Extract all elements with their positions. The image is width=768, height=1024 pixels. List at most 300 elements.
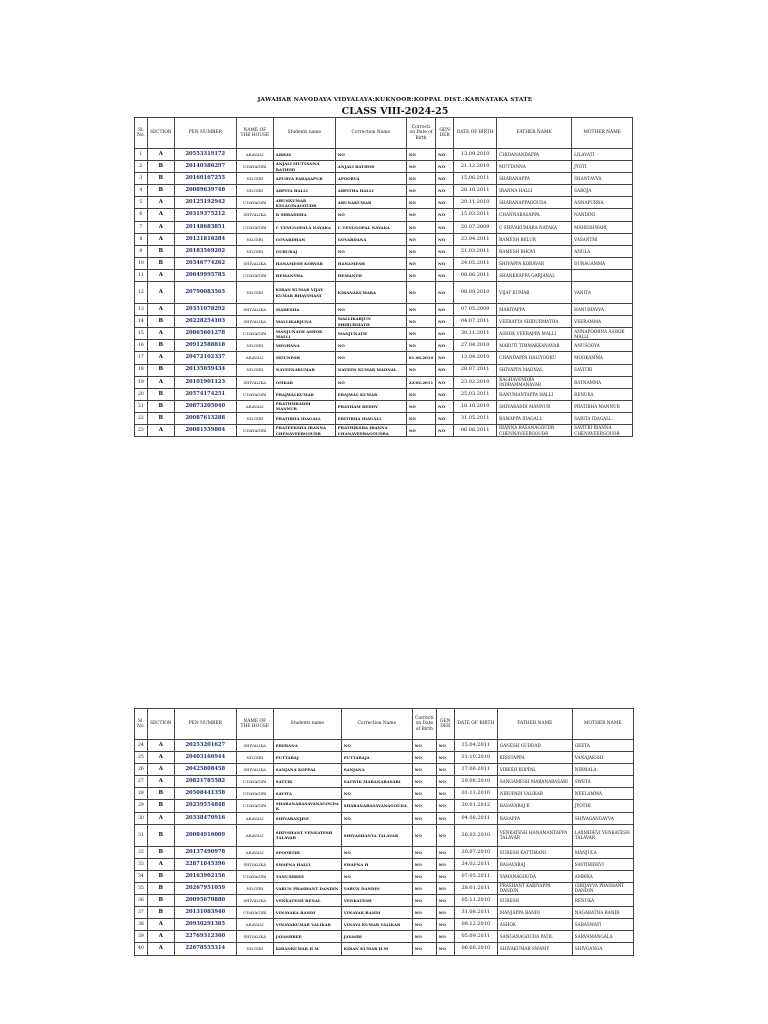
gender-cell: NO [436,209,454,221]
correction-name-cell: NO [335,304,406,316]
house-cell: UDAYAGIRI [236,197,273,209]
gender-cell: NO [436,740,454,752]
sl-no-cell: 4 [135,185,148,197]
table-row [135,282,633,304]
gender-cell: NO [436,233,454,245]
sl-no-cell: 6 [135,209,148,221]
correction-dob-cell: NO [406,282,435,304]
pen-number-cell: 20574174251 [174,388,236,400]
section-cell: B [147,895,174,907]
table-row [135,233,633,245]
date-of-birth-cell: 05.09.2011 [454,931,497,943]
header-correction-dob: Correcti on Date of Birth [406,118,435,149]
gender-cell: NO [436,846,454,858]
pen-number-cell: 20403166944 [174,752,236,764]
table-row [135,209,633,221]
mother-name-cell: ANULA [572,245,633,257]
correction-dob-cell: NO [412,846,436,858]
mother-name-cell: MOOKAMMA [572,352,633,364]
pen-number-cell: 20239554848 [174,800,236,812]
student-name-cell: KIRAN KUMAR VIJAY KUMAR BHAVIMANI [273,282,335,304]
student-name-cell: ARUNKUMAR KELAGINAGOUDR [273,197,335,209]
correction-name-cell: SANJANA [341,764,412,776]
date-of-birth-cell: 13.09.2010 [454,149,497,161]
gender-cell: NO [436,376,454,388]
father-name-cell: BASAVARAJ [497,858,572,870]
table-body-page-2 [135,740,634,956]
mother-name-cell: ANNAPOORNA ASHOK MALLI [572,328,633,340]
father-name-cell: BASAPPA [497,812,572,824]
date-of-birth-cell: 15.04.2011 [454,740,497,752]
student-name-cell: HANAMESH KORVAR [273,257,335,269]
gender-cell: NO [436,400,454,412]
student-name-cell: VINAYAKUMAR VALIKAR [273,919,341,931]
correction-name-cell: ARUNAKUMAR [335,197,406,209]
table-row [135,400,633,412]
table-row [135,245,633,257]
correction-name-cell: VINAYA KUMAR VALIKAR [341,919,412,931]
student-name-cell: MALLIKARJUNA [273,316,335,328]
student-name-cell: PRAJWALKUMAR [273,388,335,400]
mother-name-cell: PRATIBHA MANNUR [572,400,633,412]
date-of-birth-cell: 29.08.2010 [454,776,497,788]
house-cell: UDAYAGIRI [236,221,273,233]
date-of-birth-cell: 07.05.2011 [454,870,497,882]
mother-name-cell: VEERAMMA [572,316,633,328]
correction-dob-cell: NO [412,895,436,907]
mother-name-cell: SHIVAGANGAVVA [572,812,633,824]
table-row [135,764,634,776]
table-row [135,316,633,328]
mother-name-cell: ANUSOOYA [572,340,633,352]
correction-dob-cell: NO [412,943,436,955]
header-sl-no: Sl. No. [135,118,148,149]
student-name-cell: SATVIK [273,776,341,788]
correction-name-cell: HANAMESH [335,257,406,269]
pen-number-cell: 20649995783 [174,269,236,281]
father-name-cell: C SHIVAKUMARA NAYAKA [497,221,572,233]
house-cell: NILGIRI [236,943,273,955]
father-name-cell: MARIYAPPA [497,304,572,316]
correction-dob-cell: NO [406,185,435,197]
house-cell: NILGIRI [236,282,273,304]
sl-no-cell: 18 [135,364,148,376]
date-of-birth-cell: 30.01.2012 [454,800,497,812]
student-table-page-2 [134,708,634,956]
correction-dob-cell: NO [412,870,436,882]
mother-name-cell: SARITA IDAGALL [572,412,633,424]
pen-number-cell: 20253201627 [174,740,236,752]
header-section: SECTION [147,118,174,149]
date-of-birth-cell: 27.04.2010 [454,340,497,352]
sl-no-cell: 10 [135,257,148,269]
header-father-name: FATHER NAME [497,709,572,740]
gender-cell: NO [436,269,454,281]
correction-dob-cell: NO [412,919,436,931]
correction-dob-cell: NO [406,269,435,281]
table-row [135,424,633,436]
house-cell: NILGIRI [236,364,273,376]
date-of-birth-cell: 01.11.2010 [454,788,497,800]
student-name-cell: KIRANKUMAR H M [273,943,341,955]
student-name-cell: ARPITA HALLI [273,185,335,197]
father-name-cell: YAMANAGOUDA [497,870,572,882]
student-name-cell: SPOORTHI [273,846,341,858]
correction-name-cell: C VENUGOPAL NAYAKA [335,221,406,233]
pen-number-cell: 20472102337 [174,352,236,364]
header-row [135,709,634,740]
correction-name-cell: MANJUNATH [335,328,406,340]
house-cell: SHIVALIKA [236,740,273,752]
sl-no-cell: 5 [135,197,148,209]
date-of-birth-cell: 13.04.2010 [454,352,497,364]
header-gender: GEN DER [436,709,454,740]
mother-name-cell: VASANTHI [572,233,633,245]
table-row [135,173,633,185]
date-of-birth-cell: 20.07.2010 [454,846,497,858]
sl-no-cell: 36 [135,895,148,907]
student-name-cell: VARUN PRASHANT DANDIN [273,882,341,894]
student-table-page-1 [134,117,633,437]
father-name-cell: VENKATESH HANAMANTAPPA TALAVAR [497,824,572,846]
table-row [135,221,633,233]
house-cell: ARAVALI [236,824,273,846]
pen-number-cell: 20338470916 [174,812,236,824]
sl-no-cell: 28 [135,788,148,800]
section-cell: B [147,388,174,400]
correction-dob-cell: NO [406,400,435,412]
house-cell: NILGIRI [236,173,273,185]
father-name-cell: SURESH [497,895,572,907]
mother-name-cell: SARVAMANGALA [572,931,633,943]
gender-cell: NO [436,340,454,352]
gender-cell: NO [436,412,454,424]
father-name-cell: GANESH GUDDAD [497,740,572,752]
mother-name-cell: SAVITRI IRANNA CHENAVEERGOUDR [572,424,633,436]
date-of-birth-cell: 28.01.2011 [454,882,497,894]
mother-name-cell: NANDINI [572,209,633,221]
table-row [135,846,634,858]
mother-name-cell: JYOTHI [572,800,633,812]
date-of-birth-cell: 08.06.2011 [454,269,497,281]
correction-dob-cell: NO [412,800,436,812]
section-cell: B [147,824,174,846]
correction-name-cell: KIRAN KUMAR H M [341,943,412,955]
mother-name-cell: JYOTI [572,161,633,173]
section-cell: B [147,161,174,173]
section-cell: A [147,424,174,436]
father-name-cell: RAMESH BHOVI [497,245,572,257]
date-of-birth-cell: 04.08.2011 [454,812,497,824]
father-name-cell: MANJAPPA BANDI [497,907,572,919]
student-name-cell: PRERANA [273,740,341,752]
mother-name-cell: MANJULA [572,846,633,858]
section-cell: A [147,740,174,752]
sl-no-cell: 17 [135,352,148,364]
student-name-cell: B SHRADDHA [273,209,335,221]
section-cell: B [147,245,174,257]
student-name-cell: MANJUNATH ASHOK MALLI [273,328,335,340]
correction-dob-cell: NO [412,776,436,788]
correction-dob-cell: NO [406,197,435,209]
correction-dob-cell: NO [412,788,436,800]
correction-dob-cell: NO [412,740,436,752]
header-house: NAME OF THE HOUSE [236,709,273,740]
correction-dob-cell: NO [406,149,435,161]
house-cell: SHIVALIKA [236,209,273,221]
section-cell: A [147,197,174,209]
gender-cell: NO [436,328,454,340]
pen-number-cell: 20148683851 [174,221,236,233]
student-name-cell: OMKAR [273,376,335,388]
student-name-cell: TANUSHREE [273,870,341,882]
date-of-birth-cell: 15.03.2011 [454,209,497,221]
correction-dob-cell: NO [406,364,435,376]
section-cell: A [147,233,174,245]
correction-dob-cell: NO [406,412,435,424]
sl-no-cell: 26 [135,764,148,776]
pen-number-cell: 20865601278 [174,328,236,340]
correction-name-cell: NO [335,209,406,221]
header-gender: GEN DER [436,118,454,149]
father-name-cell: NIRUPADI VALIKAR [497,788,572,800]
correction-dob-cell: NO [406,424,435,436]
date-of-birth-cell: 31.08.2011 [454,907,497,919]
pen-number-cell: 20125192942 [174,197,236,209]
student-name-cell: NAVEENAKUMAR [273,364,335,376]
correction-dob-cell: NO [406,388,435,400]
house-cell: NILGIRI [236,340,273,352]
gender-cell: NO [436,776,454,788]
date-of-birth-cell: 31.05.2011 [454,412,497,424]
gender-cell: NO [436,185,454,197]
sl-no-cell: 9 [135,245,148,257]
section-cell: A [147,764,174,776]
father-name-cell: MUTTANNA [497,161,572,173]
date-of-birth-cell: 25.03.2011 [454,388,497,400]
pen-number-cell: 20135059434 [174,364,236,376]
section-cell: B [147,788,174,800]
pen-number-cell: 20821785582 [174,776,236,788]
mother-name-cell: SAROJA [572,185,633,197]
pen-number-cell: 22871845396 [174,858,236,870]
section-cell: A [147,304,174,316]
date-of-birth-cell: 29.11.2010 [454,197,497,209]
father-name-cell: SHANKRAPPA GARJANAL [497,269,572,281]
table-row [135,824,634,846]
table-row [135,870,634,882]
mother-name-cell: SAVITRI [572,364,633,376]
student-name-cell: SHIVARANJINI [273,812,341,824]
father-name-cell: VIJAY KUMAR [497,282,572,304]
father-name-cell: CHANDAPPA HALIYOORU [497,352,572,364]
mother-name-cell: SAVITRIDEVI [572,858,633,870]
mother-name-cell: AMBIKA [572,870,633,882]
sl-no-cell: 24 [135,740,148,752]
sl-no-cell: 7 [135,221,148,233]
student-name-cell: VENKATESH BENAL [273,895,341,907]
section-cell: B [147,882,174,894]
house-cell: NILGIRI [236,185,273,197]
father-name-cell: ASHOK VEERAPPA MALLI [497,328,572,340]
father-name-cell: IRANNA HALLI [497,185,572,197]
correction-name-cell: NO [335,352,406,364]
date-of-birth-cell: 24.02.2011 [454,858,497,870]
sl-no-cell: 11 [135,269,148,281]
correction-dob-cell: NO [406,316,435,328]
father-name-cell: SANGAMESH MARANABASARI [497,776,572,788]
student-name-cell: C VENUGOPALA NAYAKA [273,221,335,233]
sl-no-cell: 22 [135,412,148,424]
student-name-cell: PRATIBHA IDAGALL [273,412,335,424]
section-cell: A [147,919,174,931]
class-title: CLASS VIII-2024-25 [341,106,449,117]
header-correction-name: Correction Name [335,118,406,149]
table-row [135,812,634,824]
date-of-birth-cell: 21.12.2010 [454,161,497,173]
sl-no-cell: 20 [135,388,148,400]
correction-name-cell: KIRANAKUMARA [335,282,406,304]
house-cell: NILGIRI [236,412,273,424]
mother-name-cell: SHIVGANGA [572,943,633,955]
mother-name-cell: LAXMIDEVI VENKATESH TALAVAR [572,824,633,846]
correction-name-cell: PUTTARAJA [341,752,412,764]
section-cell: B [147,185,174,197]
mother-name-cell: RATNAMMA [572,376,633,388]
gender-cell: NO [436,221,454,233]
table-row [135,328,633,340]
pen-number-cell: 20101901123 [174,376,236,388]
table-row [135,740,634,752]
correction-name-cell: JAYASRI [341,931,412,943]
house-cell: ARAVALI [236,149,273,161]
sl-no-cell: 19 [135,376,148,388]
date-of-birth-cell: 06.08.2010 [454,943,497,955]
house-cell: UDAYAGIRI [236,161,273,173]
father-name-cell: SANGANAGOUDA PATIL [497,931,572,943]
pen-number-cell: 20137490978 [174,846,236,858]
table-row [135,257,633,269]
house-cell: UDAYAGIRI [236,424,273,436]
correction-dob-cell: 22.02.2011 [406,376,435,388]
sl-no-cell: 35 [135,882,148,894]
gender-cell: NO [436,149,454,161]
correction-dob-cell: NO [412,907,436,919]
house-cell: UDAYAGIRI [236,788,273,800]
header-student-name: Students name [273,118,335,149]
father-name-cell: VIRESH KOPPAL [497,764,572,776]
section-cell: B [147,173,174,185]
father-name-cell: KRISTAPPA [497,752,572,764]
father-name-cell: IRANNA BASANAGOUDR CHENNAVEERGOUDR [497,424,572,436]
house-cell: ARAVALI [236,846,273,858]
house-cell: UDAYAGIRI [236,870,273,882]
mother-name-cell: RENUKA [572,388,633,400]
section-cell: A [147,328,174,340]
house-cell: ARAVALI [236,400,273,412]
correction-name-cell: APOORVA [335,173,406,185]
house-cell: UDAYAGIRI [236,269,273,281]
sl-no-cell: 29 [135,800,148,812]
pen-number-cell: 20553319172 [174,149,236,161]
gender-cell: NO [436,788,454,800]
date-of-birth-cell: 08.09.2010 [454,282,497,304]
section-cell: A [147,752,174,764]
section-cell: B [147,257,174,269]
date-of-birth-cell: 18.10.2010 [454,400,497,412]
correction-dob-cell: NO [406,209,435,221]
pen-number-cell: 20081559804 [174,424,236,436]
father-name-cell: SHIVAPPA KORAVAR [497,257,572,269]
house-cell: SHIVALIKA [236,895,273,907]
house-cell: SHIVALIKA [236,376,273,388]
correction-name-cell: VENKATESH [341,895,412,907]
table-row [135,364,633,376]
correction-dob-cell: NO [406,173,435,185]
sl-no-cell: 27 [135,776,148,788]
correction-name-cell: VARUN DANDIN [341,882,412,894]
mother-name-cell [572,269,633,281]
section-cell: A [147,149,174,161]
date-of-birth-cell: 23.04.2011 [454,233,497,245]
student-name-cell: GURURAJ [273,245,335,257]
pen-number-cell: 20160167255 [174,173,236,185]
house-cell: SHIVALIKA [236,931,273,943]
father-name-cell: PRASHANT KARIYAPPA DANDIN [497,882,572,894]
correction-name-cell: NO [341,870,412,882]
gender-cell: NO [436,882,454,894]
mother-name-cell: MAHESHWARI [572,221,633,233]
student-name-cell: ANJALI MUTTANNA RATHOD [273,161,335,173]
gender-cell: NO [436,388,454,400]
date-of-birth-cell: 07.05.2009 [454,304,497,316]
pen-number-cell: 20319375212 [174,209,236,221]
table-row [135,800,634,812]
table-row [135,388,633,400]
date-of-birth-cell: 24.05.2011 [454,257,497,269]
correction-dob-cell: NO [406,304,435,316]
student-name-cell: PRATHMRADDI MANNUR [273,400,335,412]
header-father-name: FATHER NAME [497,118,572,149]
date-of-birth-cell: 17.06.2011 [454,764,497,776]
gender-cell: NO [436,752,454,764]
sl-no-cell: 13 [135,304,148,316]
header-mother-name: MOTHER NAME [572,709,633,740]
pen-number-cell: 22769312360 [174,931,236,943]
student-name-cell: PUTTARAJ [273,752,341,764]
mother-name-cell: SWETA [572,776,633,788]
section-cell: B [147,364,174,376]
correction-name-cell: NO [341,812,412,824]
father-name-cell: ASHOK [497,919,572,931]
sl-no-cell: 16 [135,340,148,352]
house-cell: NILGIRI [236,233,273,245]
mother-name-cell: GEETA [572,740,633,752]
correction-dob-cell: NO [406,245,435,257]
mother-name-cell: GIRIJAVVA PRASHANT DANDIN [572,882,633,894]
sl-no-cell: 34 [135,870,148,882]
correction-dob-cell: 01.06.2010 [406,352,435,364]
header-date-of-birth: DATE OF BIRTH [454,118,497,149]
sl-no-cell: 30 [135,812,148,824]
father-name-cell: VEERAYYA SHIRURMATHA [497,316,572,328]
mother-name-cell: SHANTAVVA [572,173,633,185]
date-of-birth-cell: 09.12.2010 [454,919,497,931]
gender-cell: NO [436,919,454,931]
correction-name-cell: NO [335,340,406,352]
house-cell: SHIVALIKA [236,257,273,269]
header-sl-no: Sl. No. [135,709,148,740]
